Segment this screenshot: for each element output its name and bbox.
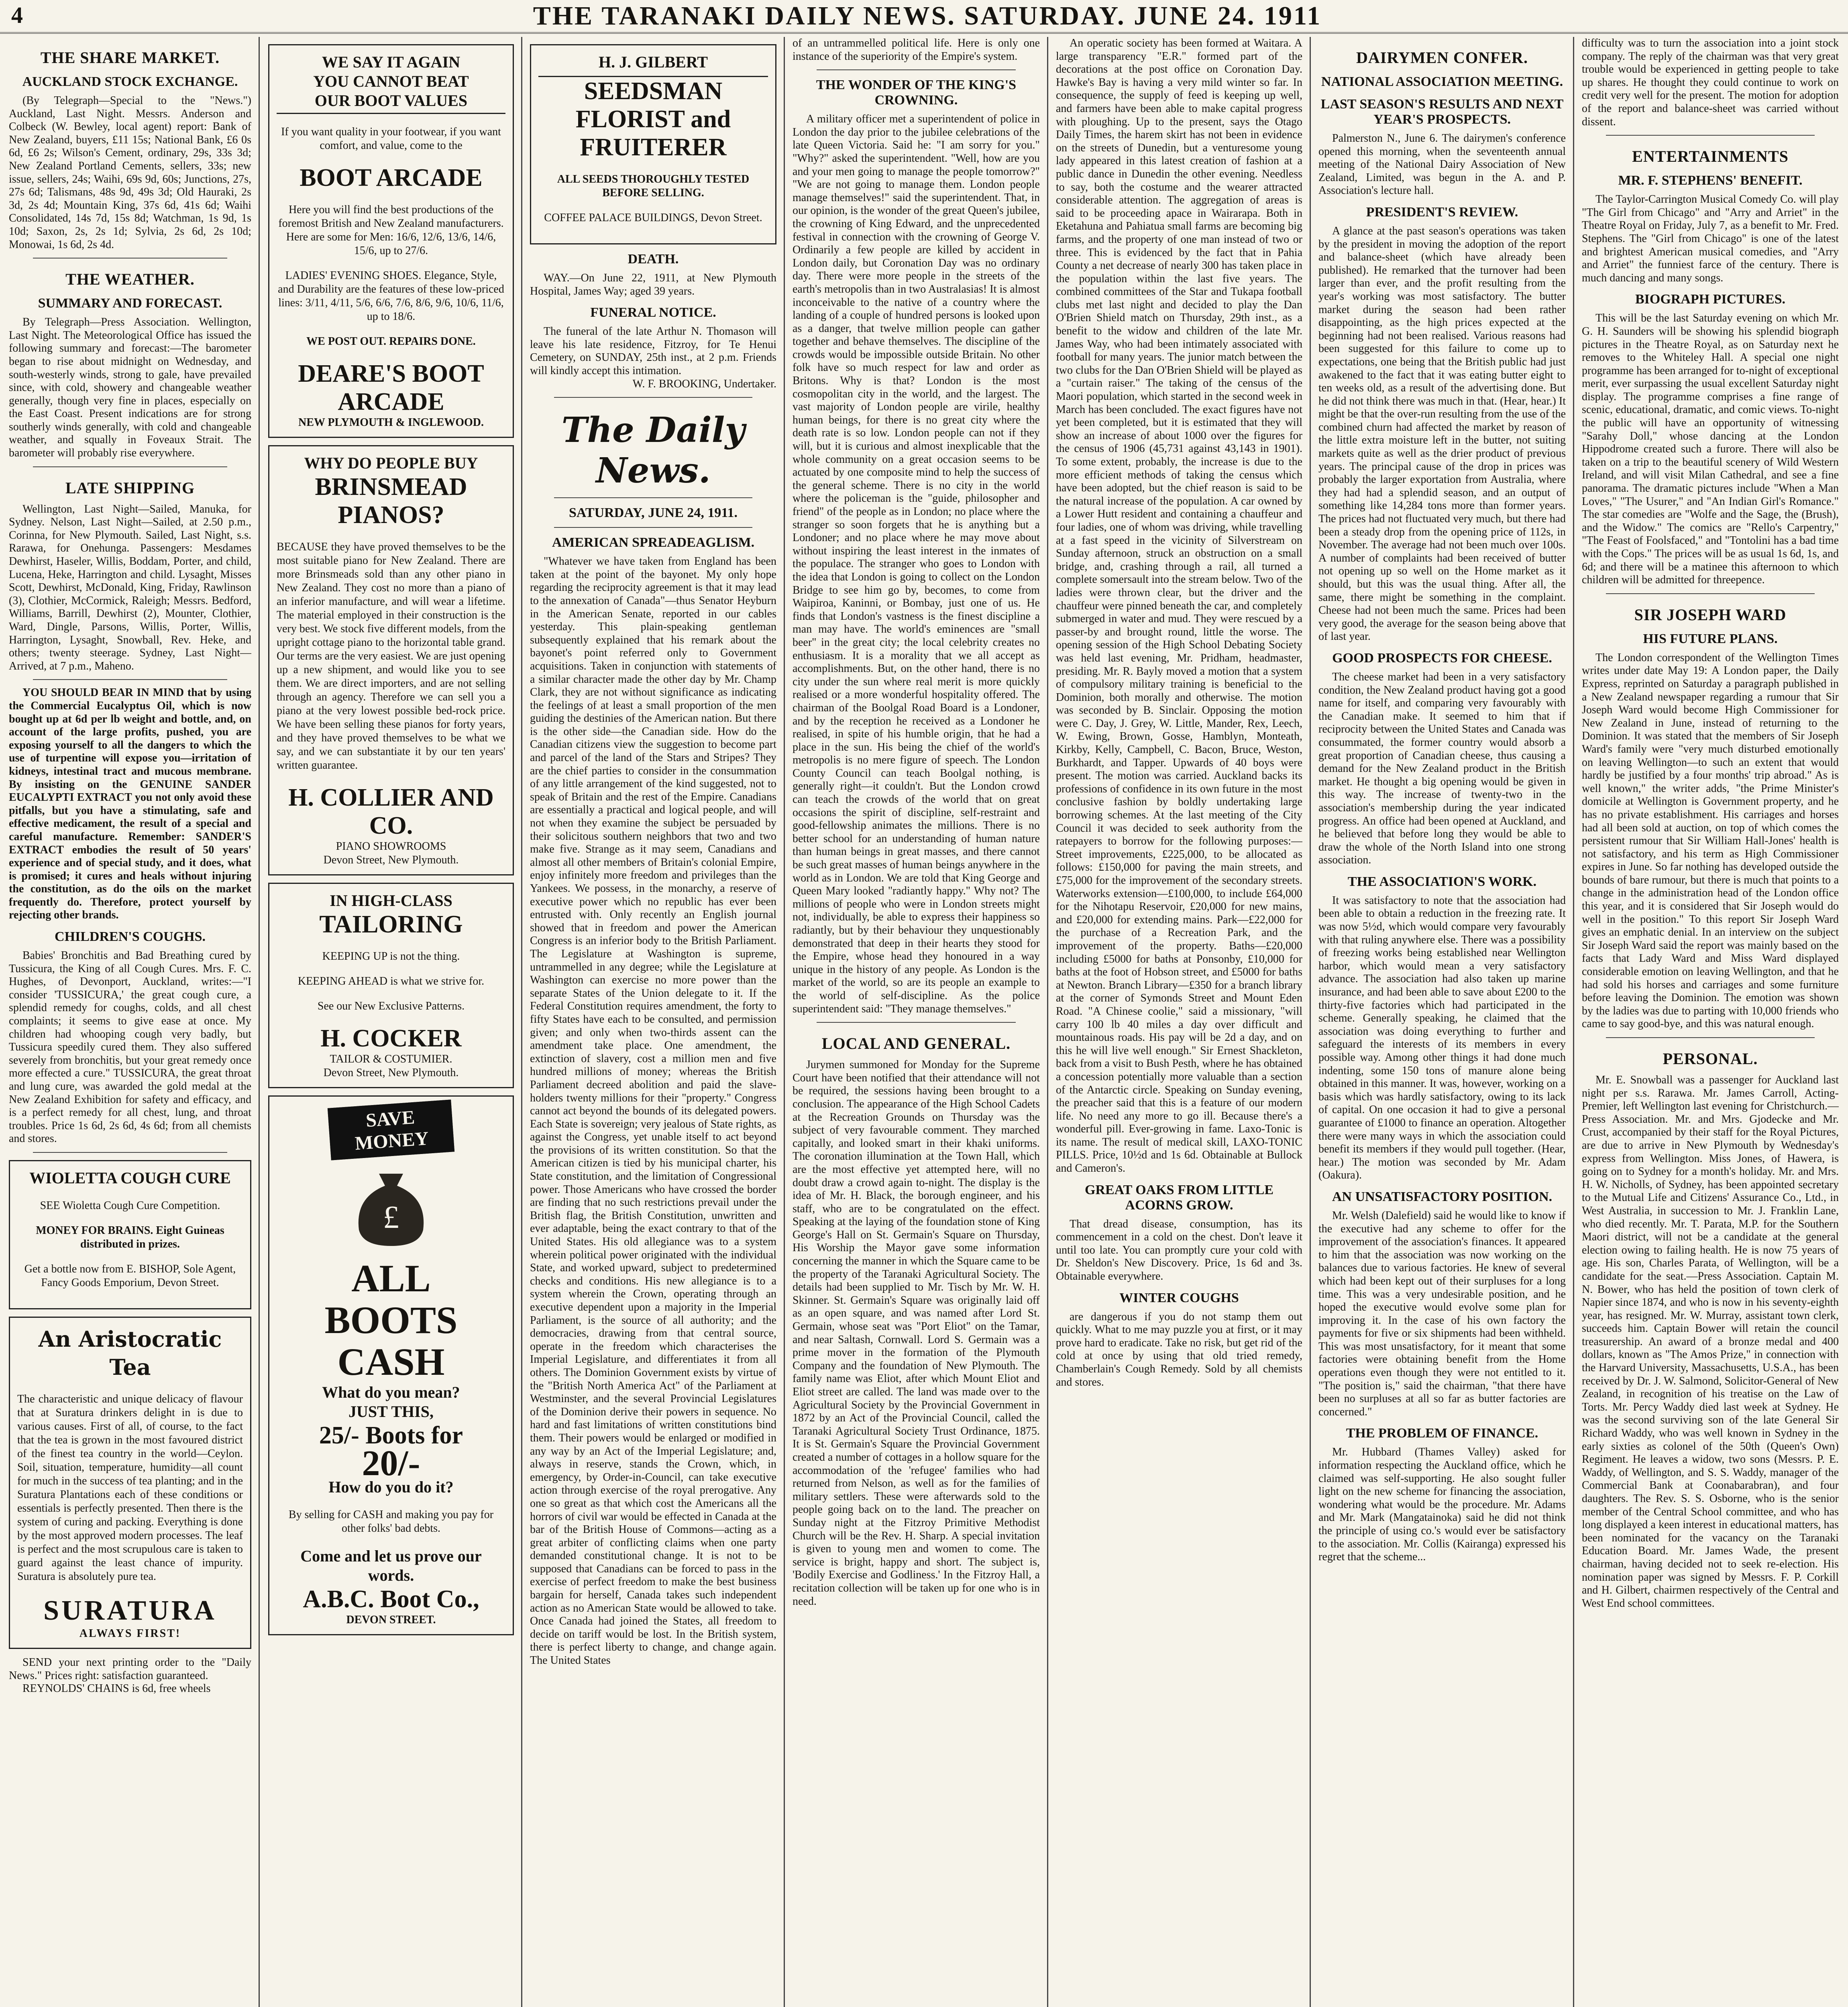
masthead bbox=[0, 0, 1848, 34]
association-work-heading: THE ASSOCIATION'S WORK. bbox=[1347, 874, 1537, 889]
boot-intro: If you want quality in your footwear, if you want comfort, and value, come to the bbox=[281, 126, 501, 152]
national-association-subheading: NATIONAL ASSOCIATION MEETING. bbox=[1321, 74, 1563, 89]
funeral-heading: FUNERAL NOTICE. bbox=[590, 305, 716, 320]
column-rule bbox=[259, 37, 260, 2007]
weather-text: By Telegraph—Press Association. Wellington, Last Night. The Meteorological Office has issued the following summary and forecast:—The barometer began to rise about midnight on Wednesday, and south-westerly winds, strong to gale, have prevailed since, with cold, showery and changeable weather generally, though very fine in places, especially on the East Coast. Present indications are for strong southerly winds generally, with cold and changeable weather, and squally in Foveaux Strait. The barometer will probably rise everywhere. bbox=[9, 316, 251, 460]
gilbert-line-2: FLORIST and bbox=[575, 106, 731, 133]
pianos-question-1: WHY DO PEOPLE BUY bbox=[304, 454, 478, 472]
divider bbox=[554, 397, 752, 398]
column-rule bbox=[1310, 37, 1311, 2007]
collier-sub: PIANO SHOWROOMS bbox=[336, 840, 446, 853]
editorial-text: "Whatever we have taken from England has been taken at the point of the bayonet. My only hope regarding the reciprocity agreement is that it may lead to the annexation of Canada"—thus Senator Heyburn in the American Senate, reported in our cables yesterday. This plain-speaking gentleman subsequently explained that his remark about the bayonet's point referred only to Government acquisitions. Taken in conjunction with statements of a similar character made the other day by Mr. Champ Clark, they are not without significance as indicating the feelings of at least a small proportion of the men guiding the destinies of the American nation. But there is the other side—the Canadian side. How do the Canadian citizens view the suggestion to become part and parcel of the land of the Stars and Stripes? They are the chief parties to consider in the consummation of any little arrangement of the kind suggested, not to speak of Britain and the rest of the Empire. Canadians are essentially a practical and logical people, and will not when they examine the subject be persuaded by their solicitous southern neighbors that two and two make five. Strange as it may seem, Canadians and almost all other members of Britain's colonial Empire, enjoy infinitely more freedom and privileges than the Yankees. We possess, in the monarchy, a reserve of executive power which no republic has ever been entrusted with. Only recently an English journal showed that in freedom and power the American Congress is an inferior body to the British Parliament. The Legislature at Washington is supreme, untrammelled in any degree; while the Legislature at Washington can exercise no more power than the separate States of the Union delegate to it. If the Federal Constitution requires amendment, the forty to fifty States have each to be consulted, and permission given; and only when two-thirds assent can the amendment take place. One amendment, the extinction of slavery, cost a million men and five hundred millions of money; whereas the British Parliament decreed abolition and paid the slave-holders twenty millions for their "property." Congress cannot act beyond the bounds of its delegated powers. Each State is sovereign; very jealous of State rights, as against the Congress, yet unable itself to act beyond the provisions of its written constitution. So that the American citizen is tied by his municipal charter, his State constitution, and the limitation of Congressional power. Those Americans who have crossed the border are finding that no such restrictions prevail under the British flag, the British Constitution, unwritten and ever adaptable, being the exact contrary to that of the United States. His old allegiance was to a system wherein political power originated with the individual State, and worked upward, subject to predetermined checks and conditions. His new allegiance is to a system wherein the Crown, operating through an executive dependent upon a majority in the Imperial Parliament, is the source of all authority; and the democracies, drawing from that central source, operate in the freedom which characterises the Imperial Legislature, and differentiates it from all others. The Dominion Government exists by virtue of the "British North America Act" of the Parliament at Westminster, and the several Provincial Legislatures of the Dominion derive their powers in sequence. No hard and fast limitations of written constitutions bind them. Their powers would be enlarged or modified in any way by an Act of the Imperial Legislature; and, always in reserve, stands the Crown, which, in emergency, by Order-in-Council, can take executive action through exercise of the royal prerogative. Any one so great as that which cost the Americans all the horrors of civil war would be effected in Canada at the bar of the British House of Commons—acting as a great arbiter of conflicting claims when one party demanded constitutional change. It is not to be supposed that Canadians can be forced to pass in the exercise of perfect freedom to make the best business bargain for herself, Canada takes such independent action as no American State would be allowed to take. Once Canada had joined the States, all freedom to decide on tariff would be lost. In the British system, there is perfect liberty to change, and change again. The United States bbox=[530, 555, 776, 1667]
newspaper-flag: The Daily News. bbox=[561, 410, 745, 491]
column-3 bbox=[530, 37, 776, 2007]
oaks-text: That dread disease, consumption, has its commencement in a cold on the chest. Don't leave it until too late. You can promptly cure your cold with Dr. Sheldon's New Discovery. Price, 1s 6d and 3s. Obtainable everywhere. bbox=[1056, 1217, 1302, 1283]
tussicura-ad-text: Babies' Bronchitis and Bad Breathing cured by Tussicura, the King of all Cough Cures. Mrs. F. C. Hughes, of Devonport, Auckland, writes:—"I consider 'TUSSICURA,' the great cough cure, a splendid remedy for coughs, colds, and all chest complaints; it seems to give ease at once. My children had whooping cough very badly, but Tussicura speedily cured them. They also suffered severely from bronchitis, but your great remedy once more effected a cure." TUSSICURA, the great throat and lung cure, was awarded the gold medal at the New Zealand Exhibition for safety and efficacy, and is a perfect remedy for all chest, lung, and throat troubles. Price 1s 6d, 2s 6d, 4s 6d; from all chemists and stores. bbox=[9, 949, 251, 1145]
money-bag-icon bbox=[343, 1162, 439, 1250]
column-6 bbox=[1318, 37, 1566, 2007]
funeral-notice: The funeral of the late Arthur N. Thomason will leave his late residence, Fitzroy, for Te Henui Cemetery, on SUNDAY, 25th inst., at 2 p.m. Friends will kindly accept this intimation. bbox=[530, 325, 776, 377]
childrens-coughs-heading: CHILDREN'S COUGHS. bbox=[55, 929, 206, 944]
column-4 bbox=[793, 37, 1040, 2007]
divider bbox=[33, 679, 227, 680]
save-price-2: 20/- bbox=[362, 1443, 420, 1483]
divider bbox=[1606, 135, 1815, 136]
divider bbox=[1606, 593, 1815, 594]
divider bbox=[33, 1152, 227, 1153]
boot-line-3: OUR BOOT VALUES bbox=[277, 91, 505, 114]
winter-coughs-heading: WINTER COUGHS bbox=[1119, 1290, 1239, 1305]
wioletta-text: SEE Wioletta Cough Cure Competition. bbox=[40, 1199, 220, 1212]
boot-arcade-title: BOOT ARCADE bbox=[300, 164, 483, 191]
gilbert-seeds: ALL SEEDS THOROUGHLY TESTED BEFORE SELLING. bbox=[557, 173, 750, 199]
results-subheading: LAST SEASON'S RESULTS AND NEXT YEAR'S PROSPECTS. bbox=[1320, 97, 1564, 127]
page-title: THE TARANAKI DAILY NEWS. SATURDAY. JUNE 24. 1911 bbox=[533, 1, 1322, 31]
dairymen-heading: DAIRYMEN CONFER. bbox=[1356, 49, 1528, 67]
abc-boot-name: A.B.C. Boot Co., bbox=[303, 1586, 479, 1613]
cocker-address: Devon Street, New Plymouth. bbox=[323, 1067, 459, 1079]
save-how: How do you do it? bbox=[328, 1478, 454, 1496]
printing-ad: SEND your next printing order to the "Daily News." Prices right: satisfaction guaranteed. bbox=[9, 1656, 251, 1682]
shipping-text: Wellington, Last Night—Sailed, Manuka, for Sydney. Nelson, Last Night—Sailed, at 2.50 p.m., Corinna, for New Plymouth. Sailed, Last Night, s.s. Rarawa, for Onehunga. Passengers: Mesdames Dewhirst, Haseler, Willis, Boddam, Porter, and child, Lucena, Heke, Harrington and child. Lysaght, Misses Scott, Dewhirst, McDonald, King, Friday, Rawlinson (3), Clothier, McCormick, Raleigh; Messrs. Bedford, Williams, Barrill, Dewhirst (2), Mounter, Clothier, Ward, Dingle, Parsons, Willis, Porter, Willis, Harrington, Lysaght, Snowball, Rev. Heke, and others; twenty steerage. Sydney, Last Night—Arrived, at 7 p.m., Maheno. bbox=[9, 503, 251, 672]
benefit-heading: MR. F. STEPHENS' BENEFIT. bbox=[1618, 173, 1803, 188]
tailor-heading-1: IN HIGH-CLASS bbox=[330, 892, 452, 910]
stock-exchange-subheading: AUCKLAND STOCK EXCHANGE. bbox=[22, 74, 238, 89]
wioletta-ad bbox=[9, 1160, 251, 1309]
finance-text: Mr. Hubbard (Thames Valley) asked for information respecting the Auckland office, which he claimed was self-supporting. He also sought fuller light on the new scheme for financing the association, wondering what would be the procedure. Mr. Adams and Mr. Mark (Mangatainoka) said he did not think the principle of using co.'s would ever be satisfactory to the association. Mr. Collis (Kairanga) expressed his regret that the scheme... bbox=[1318, 1446, 1566, 1563]
abc-boot-ad bbox=[268, 1095, 514, 1635]
boot-line-1: WE SAY IT AGAIN bbox=[322, 53, 460, 71]
save-question: What do you mean? bbox=[322, 1383, 460, 1401]
page-number: 4 bbox=[11, 2, 23, 28]
joseph-ward-text: The London correspondent of the Wellington Times writes under date May 19: A London paper, the Daily Express, reprinted on Saturday a paragraph published in a New Zealand newspaper regarding a rumour that Sir Joseph Ward would become High Commissioner for New Zealand in June, instead of returning to the Dominion. It was stated that the members of Sir Joseph Ward's family were "very much disturbed emotionally on leaving Wellington—to such an extent that would hardly be justified by a four months' trip abroad." As is well known," the writer adds, "the Prime Minister's domicile at Wellington is Government property, and he has no private establishment. His carriages and horses had all been sold at auction, on top of which comes the persistent rumour that Sir William Hall-Jones' health is not satisfactory, and his term as High Commissioner expires in June. So far nothing has developed outside the bounds of bare rumour, but there is much that points to a change in the administration head of the London office this year, and it is considered that Sir Joseph would do well in the position." To this report Sir Joseph Ward gives an emphatic denial. In an interview on the subject Sir Joseph Ward said the report was mainly based on the facts that Lady Ward and Miss Ward displayed considerable emotion on leaving Wellington, and that he had sold his horses and carriages and some furniture before leaving the Dominion. The emotion was shown by the ladies was due to parting with 10,000 friends who came to say good-bye, and this was natural enough. bbox=[1582, 651, 1839, 1030]
suratura-brand: SURATURA bbox=[43, 1595, 217, 1626]
biograph-text: This will be the last Saturday evening on which Mr. G. H. Saunders will be showing his splendid biograph pictures in the Theatre Royal, as on Saturday next he removes to the Whiteley Hall. A special one night programme has been arranged for to-night of exceptional merit, ever surpassing the usual excellent Saturday night display. The programme comprises a fine range of scenic, educational, dramatic, and comic views. To-night the public will have an opportunity of witnessing "Sarahy Doll," whose dancing at the London Hippodrome created such a furore. There will also be taken on a trip to the beautiful scenery of Wild Western Ireland, and will visit Milan Cathedral, and see a fine panorama. The dramatic pictures include "When a Man Loves," "The Usurer," and "An Indian Girl's Romance." The star comedies are "Wolfe and the Sage, the (Brush), and the Widow." The comics are "Rello's Carpentry," "The Feast of Foolsfaced," and "Tontolini has a bad time with the Cops." The prices will be as usual 1s 6d, 1s, and 6d; and there will be a matinee this afternoon to which children will be admitted for threepence. bbox=[1582, 312, 1839, 586]
gilbert-line-1: SEEDSMAN bbox=[584, 77, 723, 105]
biograph-heading: BIOGRAPH PICTURES. bbox=[1635, 292, 1786, 307]
column-rule bbox=[1573, 37, 1574, 2007]
deares-town: NEW PLYMOUTH & INGLEWOOD. bbox=[298, 416, 484, 429]
presidents-review-text: A glance at the past season's operations was taken by the president in moving the adoption of the report and balance-sheet (which have already been published). He remarked that the turnover had been larger than ever, and the profit resulting from the year's working was most satisfactory. The butter market during the season had been rather disappointing, as the high prices expected at the beginning had not been realised. Various reasons had been suggested for this failure to come up to expectations, one being that the British public had just awakened to the fact that it was eating butter eight to ten weeks old, as a result of the advertising done. But he did not think there was much in that. (Hear, hear.) It might be that the over-run resulting from the use of the combined churn had affected the market by reason of the little extra moisture left in the butter, not suiting markets quite as well as the drier product of previous years. The principal cause of the drop in prices was probably the larger exportation from Australia, where they had had a splendid season, and an output of something like 14,284 tons more than former years. The prices had not fluctuated very much, but there had been a steady drop from the opening price of 112s, in November. The average had not been much over 100s. A number of complaints had been received of butter not opening up so well on the Home market as it should, but this was the usual thing. After all, the same, there might be something in the complaint. Cheese had not been much the same. Prices had been very good, the average for the season being above that of last year. bbox=[1318, 224, 1566, 643]
sanders-extract-ad: YOU SHOULD BEAR IN MIND that by using the Commercial Eucalyptus Oil, which is now bought up at 6d per lb weight and bottle, and, on account of the large profits, pushed, you are exposing yourself to all the dangers to which the use of turpentine will expose you—irritation of kidneys, intestinal tract and mucous membrane. By insisting on the GENUINE SANDER EUCALYPTI EXTRACT you not only avoid these pitfalls, but you have a stimulating, safe and effective medicament, the result of a special and careful manufacture. Remember: SANDER'S EXTRACT embodies the result of 50 years' experience and of special study, and it does, what is promised; it cures and heals without injuring the constitution, as do the oils on the market frequently do. Therefore, protect yourself by rejecting other brands. bbox=[9, 686, 251, 922]
save-price: 25/- Boots for bbox=[319, 1422, 463, 1449]
boot-arcade-ad bbox=[268, 44, 514, 438]
divider bbox=[817, 1022, 1016, 1023]
unsatisfactory-heading: AN UNSATISFACTORY POSITION. bbox=[1332, 1189, 1553, 1204]
dairymen-continued: difficulty was to turn the association into a joint stock company. The reply of the chairman was that very great trouble would be experienced in getting people to take up shares. He thought they could continue to work on credit very well for the present. The motion for adoption of the report and balance-sheet was carried without dissent. bbox=[1582, 37, 1839, 128]
cocker-tailor-ad bbox=[268, 883, 514, 1088]
wioletta-address: Get a bottle now from E. BISHOP, Sole Agent, Fancy Goods Emporium, Devon Street. bbox=[24, 1262, 236, 1289]
tea-heading: An Aristocratic Tea bbox=[38, 1326, 222, 1380]
save-boots: BOOTS bbox=[324, 1299, 458, 1341]
divider bbox=[817, 69, 1016, 70]
suratura-tagline: ALWAYS FIRST! bbox=[79, 1627, 181, 1640]
tailor-line-3: See our New Exclusive Patterns. bbox=[317, 1000, 465, 1012]
wioletta-prize: MONEY FOR BRAINS. Eight Guineas distributed in prizes. bbox=[36, 1224, 224, 1250]
personal-heading: PERSONAL. bbox=[1663, 1050, 1758, 1068]
column-2 bbox=[268, 37, 514, 2007]
boot-men-prices: Here you will find the best productions of the foremost British and New Zealand manufacturers. Here are some for Men: 16/6, 12/6, 13/6, 14/6, 15/6, up to 27/6. bbox=[278, 204, 504, 257]
share-market-heading: THE SHARE MARKET. bbox=[40, 49, 220, 67]
boot-line-2: YOU CANNOT BEAT bbox=[313, 72, 469, 90]
share-market-text: (By Telegraph—Special to the "News.") Auckland, Last Night. Messrs. Anderson and Colbeck (W. Bewley, local agent) report: Bank of New Zealand, buyers, £11 15s; National Bank, £6 0s 6d, £6 2s; Wilson's Cement, ordinary, 29s, 33s 3d; New Zealand Portland Cements, sellers, 33s; new issue, sellers, 24s; Waihi, 69s 9d, 60s; Junctions, 27s, 27s 6d; Talismans, 48s 9d, 49s 3d; Old Hauraki, 2s 3d, 2s 4d; Mountain King, 37s 6d, 41s 6d; Waihi Consolidated, 14s 7d, 15s 8d; Watchman, 1s 9d, 1s 10d; Saxon, 2s, 2s 1d; Sylvia, 2s 6d, 2s 10d; Monowai, 1s 6d, 2s 4d. bbox=[9, 94, 251, 251]
death-heading: DEATH. bbox=[628, 252, 679, 267]
divider bbox=[554, 527, 752, 528]
divider bbox=[33, 258, 227, 259]
joseph-ward-heading: SIR JOSEPH WARD bbox=[1634, 605, 1787, 624]
tailor-heading-2: TAILORING bbox=[319, 911, 463, 938]
local-notes-text: An operatic society has been formed at Waitara. A large transparency "E.R." formed part of the decorations at the post office on Coronation Day. Hawke's Bay is having a very mild winter so far. In consequence, the supply of feed is keeping up well, and farmers have been able to make capital progress with ploughing. Up to the present, says the Otago Daily Times, the harem skirt has not been in evidence on the streets of Dunedin, but a venturesome young lady appeared in this latest creation of fashion at a public dance in Dunedin the other evening. Needless to say, both the costume and the wearer attracted considerable attention. The aggregation of areas is said to be proceeding apace in Wairarapa. Both in Eketahuna and Pahiatua small farms are becoming big farms, and the property of one man instead of two or three. This is evidenced by the fact that in Pahia County a net decrease of nearly 300 has taken place in the population within the last five years. The combined committees of the Star and Tukapa football clubs met last night and decided to play the Dan O'Brien Shield match on Thursday, 29th inst., as a benefit to the widow and children of the late Mr. James Way, who had been intimately associated with football for many years. The junior match between the two clubs for the Dan O'Brien Shield will be played as a "curtain raiser." The taking of the census of the Maori population, which started in the second week in March has been concluded. The exact figures have not yet been completed, but it is estimated that they will show an increase of about 1000 over the figures for the census of 1906 (45,731 against 43,143 in 1901). To some extent, probably, the increase is due to the more efficient methods of taking the census which have been adopted, but the chief reason is said to be the natural increase of the population. A car owned by a Lower Hutt resident and containing a chauffeur and four ladies, one of whom was driving, while travelling at a fast speed in the vicinity of Silverstream on Sunday afternoon, struck an obstruction on a small bridge, and, crashing through a rail, all turned a complete somersault into the stream below. Two of the ladies were thrown clear, but the driver and the chauffeur were pinned beneath the car, and completely submerged in water and mud. They were rescued by a passer-by and brought round, little the worse. The opening session of the High School Debating Society was held last evening, Mr. Pridham, headmaster, presiding. Mr. R. Bayly moved a motion that a system of compulsory military training is beneficial to the Dominion, both morally and otherwise. The motion was seconded by B. Sinclair. Opposing the motion were C. Day, J. Grey, W. Little, Mander, Rex, Leech, W. Ewing, Brown, Gosse, Hamblyn, Monteath, Kirkby, Kelly, Campbell, C. Bacon, Bruce, Weston, Burkhardt, and Tapper. Upwards of 40 boys were present. The motion was carried. Auckland backs its professions of confidence in its own future in the most conclusive fashion by boldly undertaking large borrowing schemes. At the last meeting of the City Council it was decided to seek authority from the ratepayers to borrow for the following purposes:—Street improvements, £225,000, to be allocated as follows: £150,000 for paving the main streets, and £75,000 for the improvement of the secondary streets. Waterworks extension—£100,000, to include £64,000 for the Nihotapu Reservoir, £20,000 for new mains, and £20,000 for extending mains. Park—£22,000 for the purchase of a Recreation Park, and the improvement of the property. Baths—£20,000 including £5000 for baths at Ponsonby, £10,000 for baths at the foot of Hobson street, and £5000 for baths at Newton. Branch Library—£350 for a branch library at the corner of Symonds Street and Mount Eden Road. "A Chinese coolie," said a missionary, "will carry 100 lb 40 miles a day over difficult and mountainous roads. His pay will be 2d a day, and on this he will live well enough." Sir Ernest Shackleton, back from a visit to Bush Pesth, where he has obtained a concession potentially more valuable than a section of the Antarctic circle. Speaking on Sunday evening, the preacher said that this is a feature of our modern life. No need any more to go ill. Because there's a wonderful pill. Ever-growing in fame. Laxo-Tonic is its name. The result of medical skill, LAXO-TONIC PILLS. Price, 10½d and 1s 6d. Obtainable at Bullock and Cameron's. bbox=[1056, 37, 1302, 1175]
tea-text: The characteristic and unique delicacy of flavour that at Suratura drinkers delight in is due to various causes. First of all, of course, to the fact that the tea is grown in the most favoured district of the finest tea country in the world—Ceylon. Soil, situation, temperature, humidity—all count for much in the success of tea planting; and in the Suratura Plantations each of these conditions or essentials is perfectly presented. Then there is the system of curing and packing. Everything is done by the most approved modern processes. The leaf is perfect and the most scrupulous care is taken to guard against the least chance of impurity. Suratura is absolutely pure tea. bbox=[17, 1392, 243, 1583]
editorial-continued: of an untrammelled political life. Here is only one instance of the superiority of the Empire's system. bbox=[793, 37, 1040, 63]
crowning-heading: THE WONDER OF THE KING'S CROWNING. bbox=[816, 77, 1017, 108]
column-1 bbox=[9, 37, 251, 2007]
editorial-heading: AMERICAN SPREADEAGLISM. bbox=[552, 535, 755, 550]
local-general-text: Jurymen summoned for Monday for the Supreme Court have been notified that their attendance will not be required, the sessions having been brought to a conclusion. The appearance of the High School Cadets at the Recreation Grounds on Thursday was the subject of very favourable comment. They marched capitally, and looked smart in their khaki uniforms. The coronation illumination at the Town Hall, which are the most effective yet attempted here, will no doubt draw a crowd again to-night. The display is the idea of Mr. H. Black, the borough engineer, and his staff, who are to be congratulated on the effect. Speaking at the laying of the foundation stone of King George's Hall on St. Germain's Square on Thursday, His Worship the Mayor gave some information concerning the manner in which the Square came to be the property of the Taranaki Agricultural Society. The details had been supplied to Mr. Tisch by Mr. W. H. Skinner. St. Germain's Square was originally laid off as an open square, and was named after Lord St. Germain, whose seat was "Port Eliot" on the Tamar, and near Saltash, Cornwall. Lord S. Germain was a prime mover in the formation of the Plymouth Company and the foundation of New Plymouth. The family name was Eliot, after which Mount Eliot and Eliot street are called. The land was made over to the Agricultural Society by the Provincial Government in 1872 by an Act of the Provincial Council, called the Taranaki Agricultural Society Trust Ordinance, 1875. It is St. Germain's Square the Provincial Government created a number of cottages in a hollow square for the accommodation of the 'refugee' families who had returned from Nelson, as well as for the families of military settlers. These were afterwards sold to the people going back on to the land. The preacher on Sunday night at the Fitzroy Primitive Methodist Church will be the Rev. H. Sharp. A special invitation is given to young men and women to come. The service is bright, happy and short. The subject is, 'Bodily Exercise and Godliness.' In the Fitzroy Hall, a recitation collection will be taken up for one who is in need. bbox=[793, 1058, 1040, 1608]
collier-address: Devon Street, New Plymouth. bbox=[323, 854, 459, 866]
death-notice: WAY.—On June 22, 1911, at New Plymouth Hospital, James Way; aged 39 years. bbox=[530, 272, 776, 297]
winter-coughs-text: are dangerous if you do not stamp them out quickly. What to me may puzzle you at first, or it may prove hard to eradicate. Take no risk, but get rid of the cold at once by using that old tried remedy, Chamberlain's Cough Remedy. Sold by all chemists and stores. bbox=[1056, 1310, 1302, 1388]
reynolds-chains-ad: REYNOLDS' CHAINS is 6d, free wheels bbox=[22, 1682, 211, 1695]
abc-address: DEVON STREET. bbox=[346, 1614, 436, 1626]
deares-name: DEARE'S BOOT ARCADE bbox=[298, 360, 484, 415]
brinsmead-ad bbox=[268, 445, 514, 875]
future-plans-subheading: HIS FUTURE PLANS. bbox=[1643, 631, 1778, 646]
save-all: ALL bbox=[351, 1257, 431, 1300]
tailor-line-2: KEEPING AHEAD is what we strive for. bbox=[297, 975, 485, 987]
gilbert-address: COFFEE PALACE BUILDINGS, Devon Street. bbox=[544, 212, 762, 224]
boot-ladies-prices: LADIES' EVENING SHOES. Elegance, Style, and Durability are the features of these low-priced lines: 3/11, 4/11, 5/6, 6/6, 7/6, 8/6, 9/6, 10/6, 11/6, up to 18/6. bbox=[278, 269, 504, 323]
boot-post: WE POST OUT. REPAIRS DONE. bbox=[306, 335, 476, 348]
gilbert-ad bbox=[530, 44, 776, 244]
unsatisfactory-text: Mr. Welsh (Dalefield) said he would like to know if the executive had any scheme to offer for the improvement of the association's finances. It appeared to him that the association was now working on the balances due to various factories. He knew of several which had been kept out of their surpluses for a long time. This was a very undesirable position, and he hoped the executive would evolve some plan for improving it. In the case of his own factory the payments for five or six shipments had been withheld. This was most unsatisfactory, for it meant that some factories were obtaining benefit from the Home operations even though they were not entitled to it. "The position is," said the chairman, "that there have been no surpluses at all so far as butter factories are concerned." bbox=[1318, 1209, 1566, 1418]
tailor-line-1: KEEPING UP is not the thing. bbox=[322, 950, 460, 963]
association-work-text: It was satisfactory to note that the association had been able to obtain a reduction in the freezing rate. It was now 5½d, which would compare very favourably with that ruling anywhere else. There was a possibility of freezing works being established near Wellington harbor, which would mean a very satisfactory advance. The association had also taken up marine insurance, and had been able to save about £200 to the thirty-five factories which had participated in the scheme. Generally speaking, he claimed that the association was doing everything to further and safeguard the interests of its members in every possible way. Among other things it had done much indenting, some 150 tons of manure alone being obtained in this manner. It was, however, working on a basis which was hardly satisfactory, owing to its lack of capital. On one occasion it had to give a personal guarantee of £1000 to finance an operation. Altogether there were many ways in which the association could benefit its members if they would pull together. (Hear, hear.) The motion was seconded by Mr. Adam (Oakura). bbox=[1318, 894, 1566, 1182]
weather-heading: THE WEATHER. bbox=[65, 270, 195, 289]
divider bbox=[33, 466, 227, 467]
cheese-text: The cheese market had been in a very satisfactory condition, the New Zealand product having got a good name for itself, and comparing very favourably with the Canadian make. It seemed to him that if reciprocity between the United States and Canada was consummated, the former country would absorb a great proportion of Canadian cheese, thus causing a demand for the New Zealand product in the British market. He thought a big opening would be given in this way. The increase of twenty-two in the association's membership during the year indicated progress. An office had been opened at Auckland, and he believed that before long they would be able to draw the whole of the North Island into one strong association. bbox=[1318, 670, 1566, 867]
column-rule bbox=[1047, 37, 1048, 2007]
divider bbox=[554, 497, 752, 498]
collier-name: H. COLLIER AND CO. bbox=[288, 784, 494, 839]
svg-text:£: £ bbox=[383, 1200, 399, 1235]
entertainments-heading: ENTERTAINMENTS bbox=[1632, 147, 1789, 166]
save-just-this: JUST THIS, bbox=[348, 1402, 434, 1421]
column-5 bbox=[1056, 37, 1302, 2007]
save-come: Come and let us prove our words. bbox=[300, 1547, 482, 1584]
column-rule bbox=[784, 37, 785, 2007]
cheese-heading: GOOD PROSPECTS FOR CHEESE. bbox=[1332, 650, 1552, 666]
save-money-banner: SAVE MONEY bbox=[328, 1099, 454, 1160]
benefit-text: The Taylor-Carrington Musical Comedy Co. will play "The Girl from Chicago" and "Arry and Arriet" in the Theatre Royal on Friday, July 7, as a benefit to Mr. Fred. Stephens. The "Girl from Chicago" is one of the latest and brightest American musical comedies, and "Arry and Arriet" the funniest farce of the century. There is much dancing and many songs. bbox=[1582, 193, 1839, 284]
shipping-heading: LATE SHIPPING bbox=[65, 478, 195, 497]
column-rule bbox=[521, 37, 522, 2007]
pianos-question-2: BRINSMEAD PIANOS? bbox=[315, 473, 467, 529]
suratura-tea-ad bbox=[9, 1317, 251, 1649]
presidents-review-heading: PRESIDENT'S REVIEW. bbox=[1366, 204, 1518, 220]
cocker-name: H. COCKER bbox=[320, 1025, 462, 1052]
personal-text: Mr. E. Snowball was a passenger for Auckland last night per s.s. Rarawa. Mr. James Carroll, Acting-Premier, left Wellington last evening for Christchurch.—Press Association. Mr. and Mrs. Gjodecke and Mr. Crust, accompanied by their staff for the Royal Pictures, are due to arrive in New Plymouth by Wednesday's express from Wellington. Miss Jones, of Hawera, is going on to Sydney for a month's holiday. Mr. and Mrs. H. W. Nicholls, of Sydney, has been appointed secretary to the Mutual Life and Citizens' Assurance Co., Ltd., in West Australia, in succession to Mr. J. Franklin Lane, who died recently. Mr. T. Parata, M.P. for the Southern Maori district, will not be a candidate at the general election owing to failing health. He is now 75 years of age. His son, Charles Parata, of Wellington, will be a candidate for the seat.—Press Association. Captain M. N. Bower, who has held the position of town clerk of Napier since 1874, and who is now in his seventy-eighth year, has resigned. Mr. W. Murray, assistant town clerk, succeeds him. Captain Bower will retain the council treasurership. An award of a bronze medal and 400 dollars, known as "The Amos Prize," in connection with the Harvard University, Massachusetts, U.S.A., has been received by Dr. J. W. Salmond, Solicitor-General of New Zealand, in recognition of his treatise on the Law of Torts. Mr. Percy Waddy died last week at Sydney. He was the second surviving son of the late General Sir Richard Waddy, who was well known in Sydney in the early sixties as colonel of the 50th (Queen's Own) Regiment. He leaves a widow, two sons (Messrs. P. E. Waddy, of Wellington, and S. S. Waddy, manager of the Commercial Bank at Coonabarabran), and four daughters. The Rev. S. S. Osborne, who is the senior member of the Central School committee, and who has long displayed a keen interest in educational matters, has been nominated for the vacancy on the Taranaki Education Board. Mr. James Wade, the present chairman, having decided not to seek re-election. His nomination paper was signed by Messrs. F. P. Corkill and H. Gilbert, chairmen respectively of the Central and West End school committees. bbox=[1582, 1074, 1839, 1610]
dateline: SATURDAY, JUNE 24, 1911. bbox=[568, 505, 738, 521]
gilbert-name: H. J. GILBERT bbox=[538, 53, 768, 77]
divider bbox=[1606, 1037, 1815, 1038]
oaks-heading: GREAT OAKS FROM LITTLE ACORNS GROW. bbox=[1084, 1182, 1274, 1213]
pianos-text: BECAUSE they have proved themselves to be the most suitable piano for New Zealand. There are more Brinsmeads sold than any other piano in New Zealand. They cost no more than a piano of an inferior manufacture, and will wear a lifetime. The material employed in their construction is the very best. We stock five different models, from the upright cottage piano to the horizontal table grand. Our terms are the very easiest. We are just opening up a new shipment, and would like you to see them. We are direct importers, and are not selling through an agency. Therefore we can sell you a piano at the very lowest possible bed-rock price. We have been selling these pianos for forty years, and they have proved themselves to be what we say, and we can substantiate it by our ten years' written guarantee. bbox=[277, 541, 505, 771]
save-cash: CASH bbox=[337, 1340, 445, 1383]
save-text: By selling for CASH and making you pay for other folks' bad debts. bbox=[288, 1508, 494, 1535]
forecast-subheading: SUMMARY AND FORECAST. bbox=[38, 296, 222, 311]
funeral-signature: W. F. BROOKING, Undertaker. bbox=[632, 377, 776, 390]
gilbert-line-3: FRUITERER bbox=[580, 134, 727, 161]
column-7 bbox=[1582, 37, 1839, 2007]
cocker-sub: TAILOR & COSTUMIER. bbox=[330, 1053, 452, 1065]
conference-intro: Palmerston N., June 6. The dairymen's conference opened this morning, when the seventeenth annual meeting of the National Dairy Association of New Zealand, Limited, was begun in the A. and P. Association's lecture hall. bbox=[1318, 132, 1566, 197]
local-general-heading: LOCAL AND GENERAL. bbox=[821, 1034, 1011, 1053]
finance-heading: THE PROBLEM OF FINANCE. bbox=[1346, 1426, 1538, 1441]
crowning-text: A military officer met a superintendent of police in London the day prior to the jubilee celebrations of the late Queen Victoria. Said he: "I am sorry for you." "Why?" asked the superintendent. "Well, how are you and your men going to manage the people tomorrow?" "We are not going to manage them. London people manage themselves!" said the superintendent. That, in our opinion, is the wonder of the great Queen's jubilee, the crowning of King Edward, and the unprecedented festival in connection with the crowning of George V. Ordinarily a few people are killed by accident in London daily, but Coronation Day was no ordinary day. There were more people in the streets of the earth's metropolis than in two Australasias! It is almost inconceivable to the native of a country where the landing of a couple of hundred persons is looked upon as a danger, that twelve million people can gather together and behave themselves. The discipline of the crowds would be impossible outside Britain. No other folk have so much respect for law and order as Britons. Why is that? London is the most cosmopolitan city in the world, and the largest. The vast majority of London people are virile, healthy human beings, for there is no great city where the death rate is so low. London people can not if they will, but it is curious and almost inexplicable that the whole community on a great occasion seems to be actuated by one composite mind to help the success of the general scheme. There is no city in the world where the policeman is the "guide, philosopher and friend" of the people as in London; no place where the stranger so soon forgets that he is anything but a Londoner; and no place where he may move about without inspiring the least interest in the inmates of the populace. The stranger who goes to London with the idea that London is going to collect on the London Bridge to see him go by, becomes, to come from Waipiroa, Kaninni, or Bombay, just one of us. He finds that London's vastness is the finest discipline a man may have. The world's eminences are "small beer" in the great city; the local celebrity creates no enthusiasm. It is a morality that we all accept as accomplishments. But, on the other hand, there is no city under the sun where real merit is more quickly realised or a more wonderful hospitality offered. The chairman of the Boolgal Road Board is a Londoner, and by the reception he received as a Londoner he realised, in spite of his humble origin, that he had a place in the sun. His being the chief of the world's metropolis is no mere figure of speech. The London County Council can teach Boolgal nothing, is generally right—it couldn't. But the London crowd can teach the crowds of the world that on great occasions the spirit of discipline, self-restraint and good-fellowship animates the millions. There is no better school for an understanding of human nature than human beings in great masses, and there cannot be such great masses of human beings anywhere in the world as in London. We are told that King George and Queen Mary looked "radiantly happy." Why not? The millions of people who were in London streets might not, individually, be able to express their happiness so radiantly, but by their behaviour they unquestionably demonstrated that deep in their hearts they stood for the Empire, whose head they honoured in a way unique in the history of any people. As London is the market of the world, so are its people an example to the world of self-discipline. As the police superintendent said: "They manage themselves." bbox=[793, 113, 1040, 1015]
wioletta-heading: WIOLETTA COUGH CURE bbox=[29, 1168, 231, 1187]
